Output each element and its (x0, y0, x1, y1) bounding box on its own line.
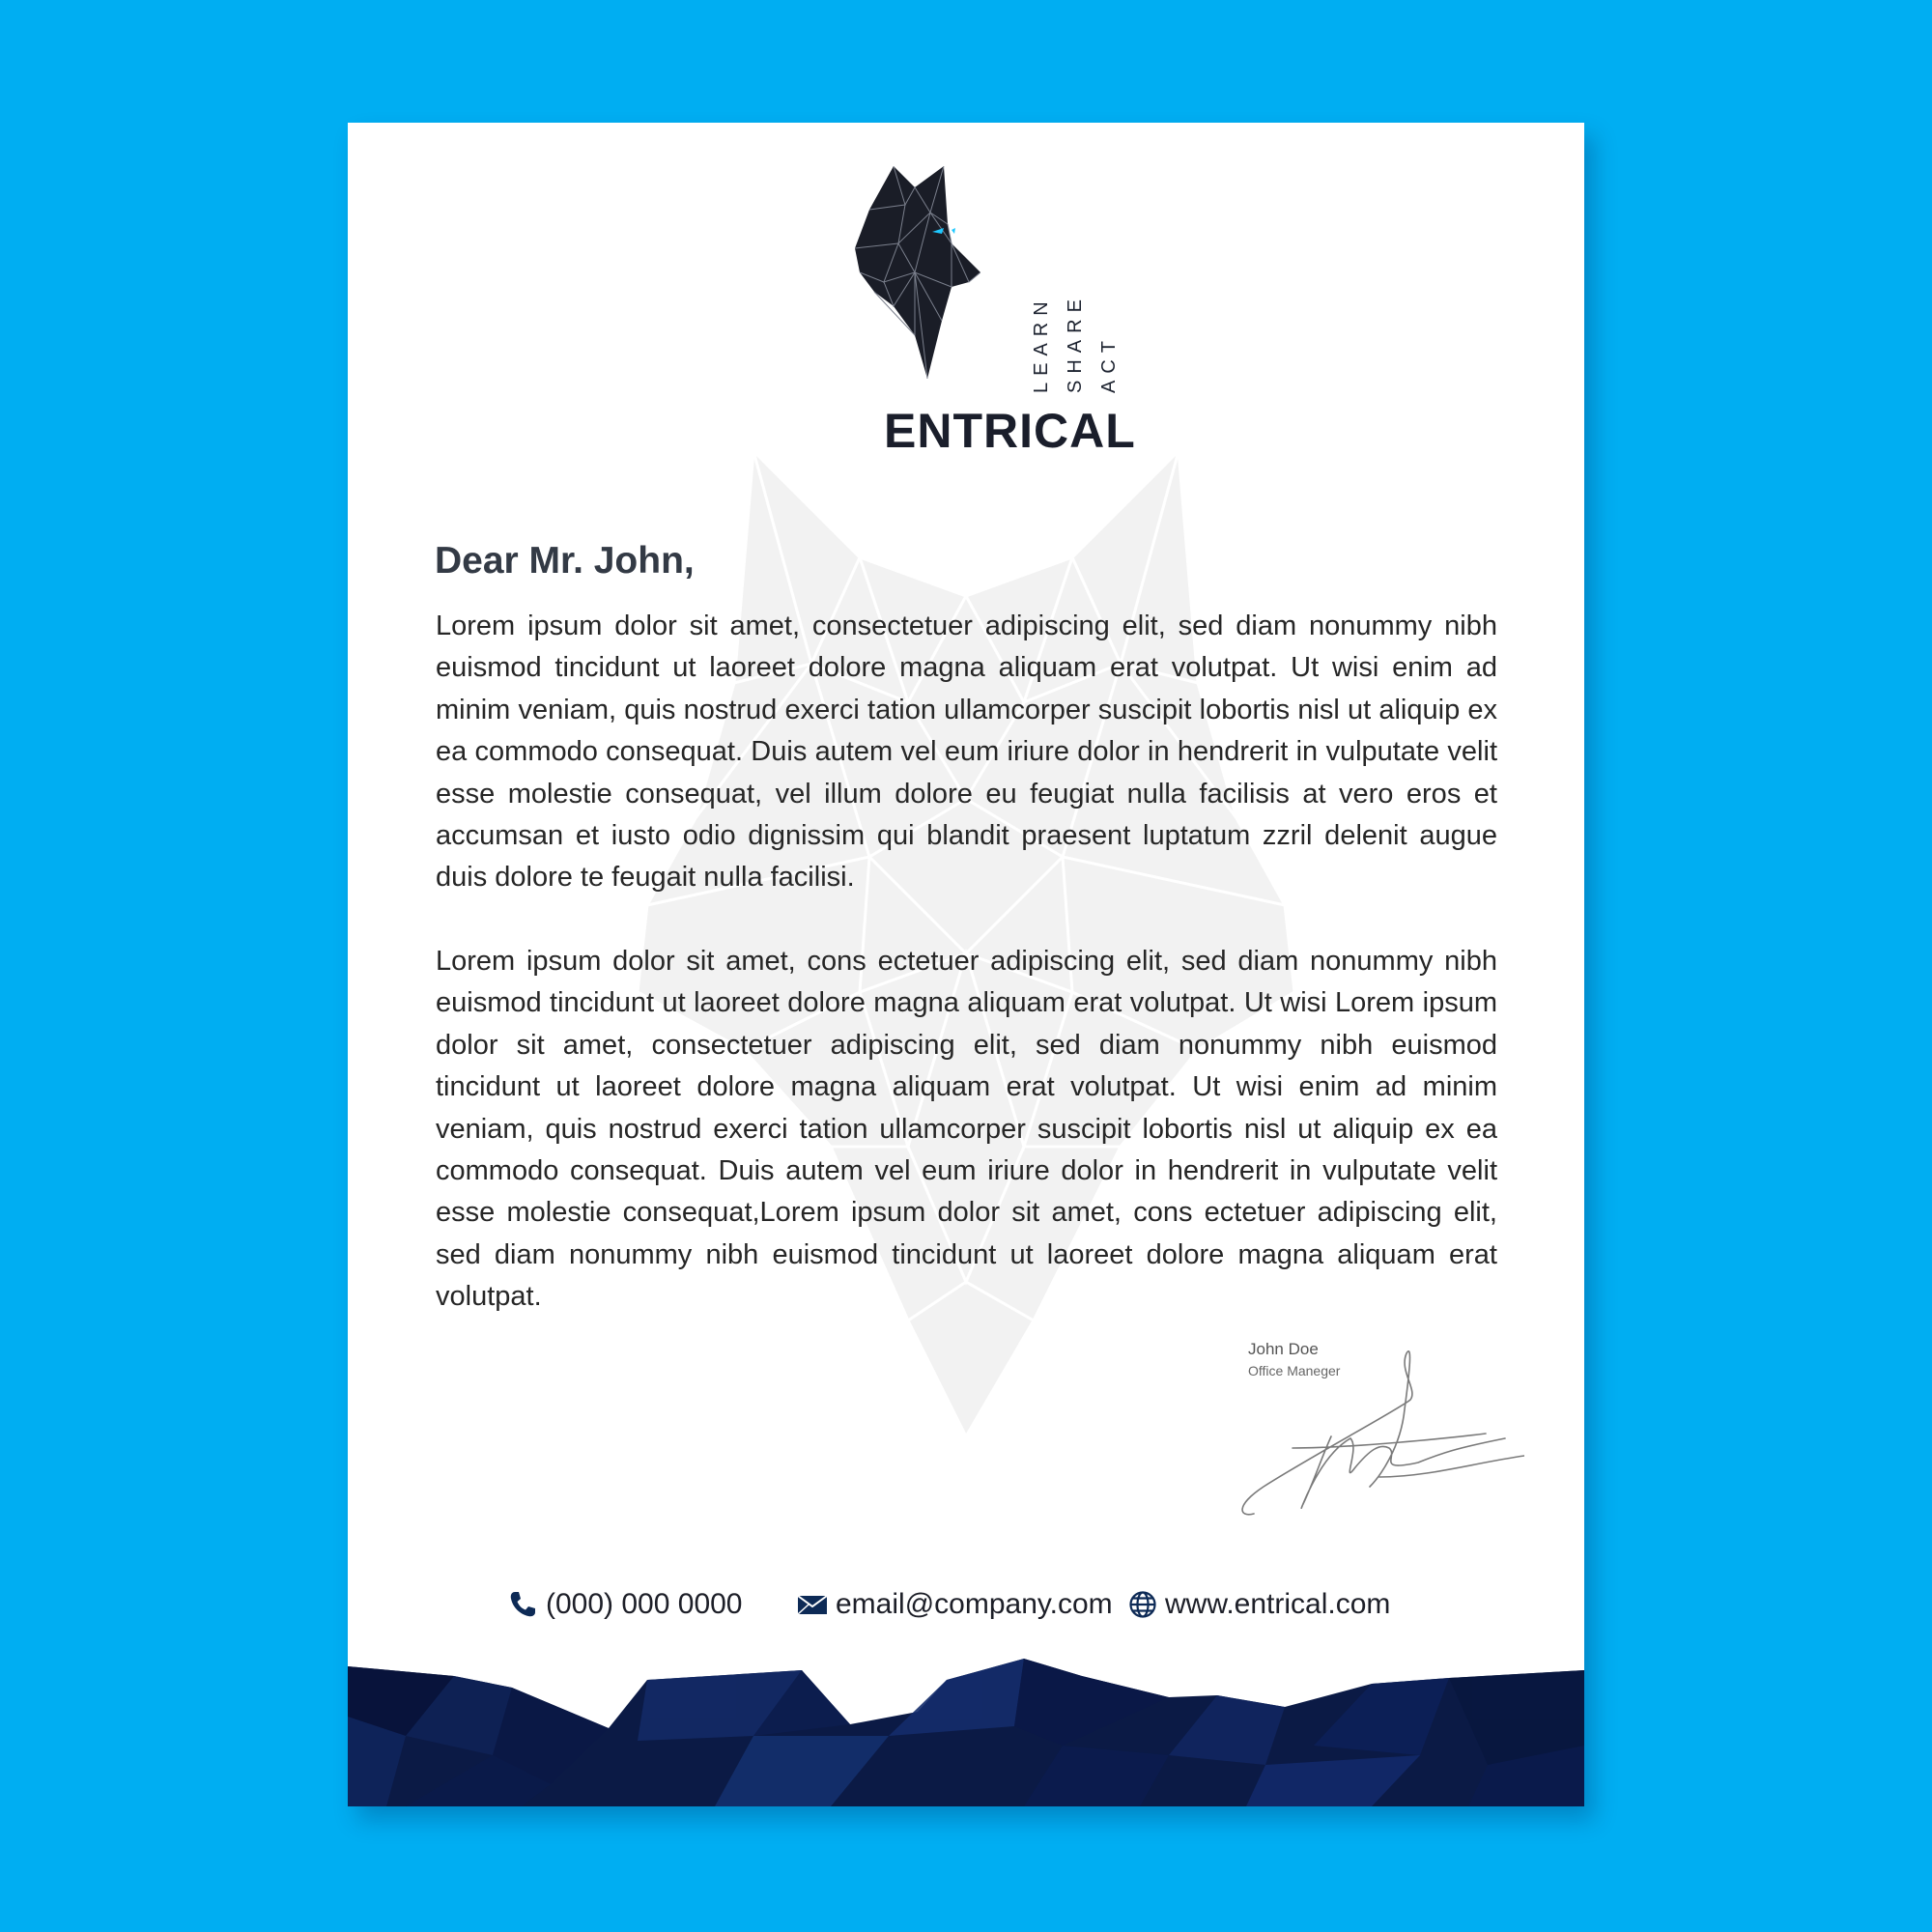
letter-greeting: Dear Mr. John, (435, 540, 695, 582)
letter-paragraph-1: Lorem ipsum dolor sit amet, consectetuer adipiscing elit, sed diam nonummy nibh euismod tincidunt ut laoreet dolore magna aliquam erat volutpat. Ut wisi enim ad minim veniam, quis nostrud exerci tation ullamcorper suscipit lobortis nisl ut aliquip ex ea commodo consequat. Duis autem vel eum iriure dolor in hendrerit in vulputate velit esse molestie consequat, vel illum dolore eu feugiat nulla facilisis at vero eros et accumsan et iusto odio dignissim qui blandit praesent luptatum zzril delenit augue duis dolore te feugait nulla facilisi. (436, 611, 1497, 894)
contact-phone[interactable] (507, 1583, 743, 1626)
phone-icon (507, 1589, 538, 1620)
contact-website[interactable] (1128, 1583, 1390, 1626)
tagline-learn: LEARN (1031, 295, 1052, 393)
letterhead-page (348, 123, 1584, 1806)
tagline-act: ACT (1098, 334, 1120, 393)
wolf-head-icon (855, 166, 980, 379)
signer-name: John Doe (1248, 1340, 1319, 1358)
letter-paragraph-2: Lorem ipsum dolor sit amet, cons ectetuer adipiscing elit, sed diam nonummy nibh euismod tincidunt ut laoreet dolore magna aliquam erat volutpat. Ut wisi Lorem ipsum dolor sit amet, consectetuer adipiscing elit, sed diam nonummy nibh euismod tincidunt ut laoreet dolore magna aliquam erat volutpat. Ut wisi enim ad minim veniam, quis nostrud exerci tation ullamcorper suscipit lobortis nisl ut aliquip ex ea commodo consequat. Duis autem vel eum iriure dolor in hendrerit in vulputate velit esse molestie consequat,Lorem ipsum dolor sit amet, cons ectetuer adipiscing elit, sed diam nonummy nibh euismod tincidunt ut laoreet dolore magna aliquam erat volutpat. (436, 946, 1497, 1313)
contact-email[interactable] (797, 1583, 1113, 1626)
tagline-share: SHARE (1065, 293, 1086, 393)
envelope-icon (797, 1593, 828, 1616)
brand-name: ENTRICAL (884, 404, 1136, 458)
contact-bar (348, 1583, 1584, 1626)
signer-title: Office Maneger (1248, 1363, 1341, 1378)
footer-polygon-band (348, 1659, 1584, 1806)
website-url: www.entrical.com (1165, 1588, 1391, 1620)
globe-icon (1128, 1590, 1157, 1619)
phone-number: (000) 000 0000 (546, 1588, 743, 1620)
handwritten-signature (1235, 1342, 1524, 1525)
email-address: email@company.com (836, 1588, 1113, 1620)
